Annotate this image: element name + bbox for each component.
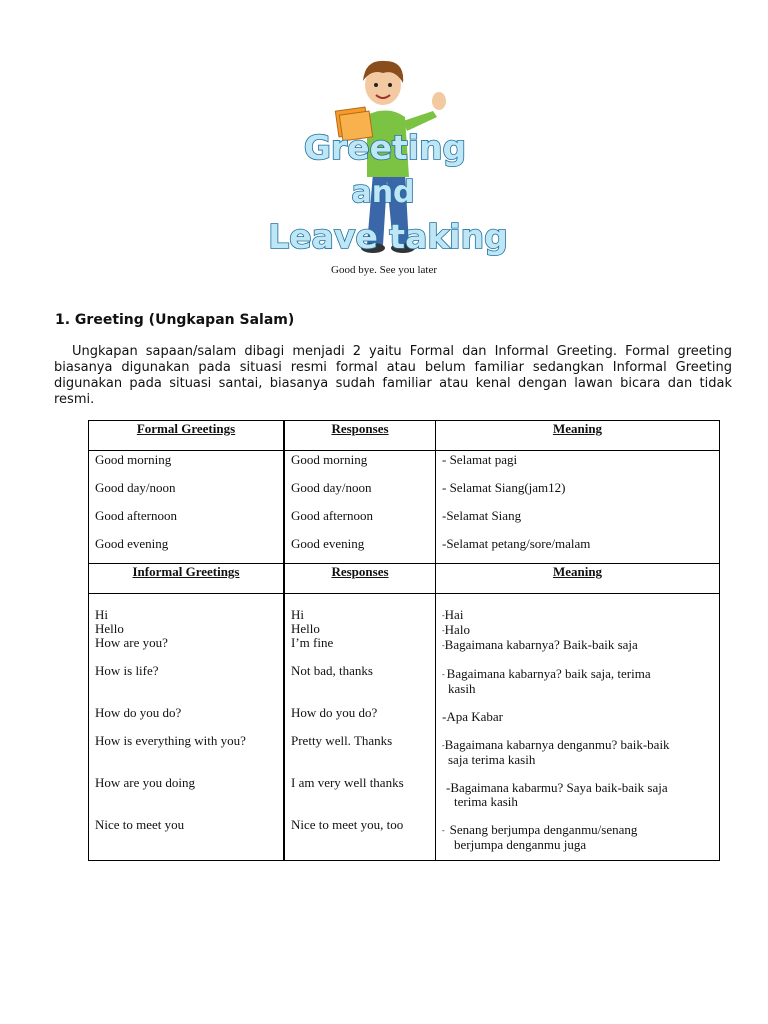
formal-greetings-header: Formal Greetings: [89, 421, 285, 451]
informal-body-row: [89, 594, 720, 861]
informal-responses-header: Responses: [284, 564, 436, 594]
informal-meaning: -Bagaimana kabarnya denganmu? baik-baik: [442, 737, 670, 753]
informal-greetings-header: Informal Greetings: [89, 564, 285, 594]
informal-greeting: How is everything with you?: [95, 733, 246, 748]
informal-response: I’m fine: [291, 635, 334, 650]
informal-greeting: How is life?: [95, 663, 159, 678]
informal-meaning: -Apa Kabar: [442, 709, 503, 725]
informal-responses-cell: [284, 594, 436, 861]
informal-meaning-cont: berjumpa denganmu juga: [454, 837, 587, 853]
informal-meaning-cont: saja terima kasih: [448, 752, 536, 768]
informal-greeting: Nice to meet you: [95, 817, 185, 832]
informal-response: How do you do?: [291, 705, 378, 720]
formal-header-row: [89, 421, 720, 451]
informal-greeting: Hi: [95, 607, 108, 622]
title-word-greeting: Greeting: [303, 128, 467, 167]
intro-paragraph: Ungkapan sapaan/salam dibagi menjadi 2 yaitu Formal dan Informal Greeting. Formal greeting biasanya digunakan pada situasi resmi formal atau belum familiar sedangkan Informal Greeting digunakan pada situasi santai, biasanya sudah familiar atau kenal dengan lawan bicara dan tidak resmi.: [54, 344, 732, 407]
informal-response: Hi: [291, 607, 304, 622]
formal-greeting: Good day/noon: [95, 480, 176, 495]
informal-meaning: -Bagaimana kabarnya? Baik-baik saja: [442, 637, 638, 653]
informal-meanings-cell: [436, 594, 720, 861]
formal-greetings-cell: [89, 451, 285, 564]
title-word-and: and: [351, 175, 415, 210]
formal-greeting: Good afternoon: [95, 508, 177, 523]
informal-response: I am very well thanks: [291, 775, 404, 790]
formal-greeting: Good morning: [95, 452, 172, 467]
informal-response: Pretty well. Thanks: [291, 733, 393, 748]
formal-greeting: Good evening: [95, 536, 169, 551]
formal-meaning: - Selamat Siang(jam12): [442, 480, 566, 495]
informal-greeting: How are you?: [95, 635, 168, 650]
title-word-leave-taking: Leave taking: [268, 217, 508, 256]
informal-greeting: How do you do?: [95, 705, 182, 720]
informal-meaning: - Bagaimana kabarnya? baik saja, terima: [442, 666, 651, 682]
formal-response: Good afternoon: [291, 508, 373, 523]
informal-header-row: [89, 564, 720, 594]
greetings-table: [88, 420, 720, 861]
formal-meaning: -Selamat Siang: [442, 508, 522, 523]
informal-meaning-cont: terima kasih: [454, 794, 518, 810]
greeting-illustration: [255, 55, 520, 260]
informal-response: Not bad, thanks: [291, 663, 373, 678]
informal-response: Nice to meet you, too: [291, 817, 404, 832]
informal-response: Hello: [291, 621, 320, 636]
formal-responses-cell: [284, 451, 436, 564]
illustration-caption: Good bye. See you later: [331, 264, 437, 276]
informal-meaning-cont: kasih: [448, 681, 476, 697]
informal-greetings-cell: [89, 594, 285, 861]
formal-response: Good morning: [291, 452, 368, 467]
informal-meaning: -Halo: [442, 622, 470, 638]
formal-response: Good day/noon: [291, 480, 372, 495]
formal-meaning-header: Meaning: [436, 421, 720, 451]
informal-meaning: -Bagaimana kabarmu? Saya baik-baik saja: [446, 780, 668, 796]
informal-meaning-header: Meaning: [436, 564, 720, 594]
informal-meaning: - Senang berjumpa denganmu/senang: [442, 822, 638, 838]
informal-greeting: How are you doing: [95, 775, 196, 790]
formal-meanings-cell: [436, 451, 720, 564]
formal-meaning: -Selamat petang/sore/malam: [442, 536, 591, 551]
formal-responses-header: Responses: [284, 421, 436, 451]
informal-meaning: -Hai: [442, 607, 464, 622]
formal-meaning: - Selamat pagi: [442, 452, 518, 467]
formal-response: Good evening: [291, 536, 365, 551]
formal-body-row: [89, 451, 720, 564]
section-heading: 1. Greeting (Ungkapan Salam): [55, 312, 295, 328]
informal-greeting: Hello: [95, 621, 124, 636]
